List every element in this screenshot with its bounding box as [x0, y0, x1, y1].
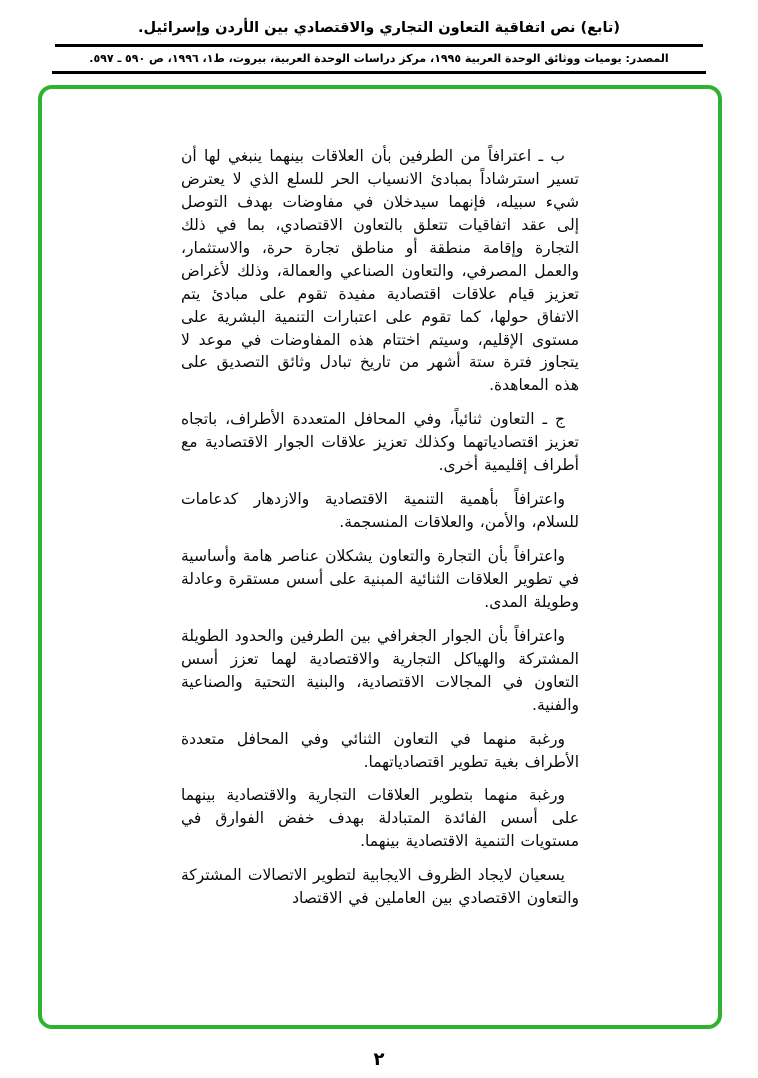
paragraph-j-cooperation: ج ـ التعاون ثنائياً، وفي المحافل المتعددة الأطراف، باتجاه تعزيز اقتصادياتهما وكذلك تعزيز علاقات الجوار الاقتصادية مع أطراف إقليمية أخرى. — [181, 410, 579, 475]
paragraph-desire-relations: ورغبة منهما بتطوير العلاقات التجارية والاقتصادية بينهما على أسس الفائدة المتبادلة بهدف خفض الفوارق في مستويات التنمية الاقتصادية بينهما. — [181, 786, 579, 851]
paragraph-seek-conditions: يسعيان لايجاد الظروف الايجابية لتطوير الاتصالات المشتركة والتعاون الاقتصادي بين العاملين في الاقتصاد — [181, 866, 579, 908]
content-border-box — [38, 85, 722, 1029]
body-text-column — [181, 145, 579, 910]
paragraph-desire-bilateral: ورغبة منهما في التعاون الثنائي وفي المحافل متعددة الأطراف بغية تطوير اقتصادياتهما. — [181, 729, 579, 771]
paragraph-recognition-development: واعترافاً بأهمية التنمية الاقتصادية والازدهار كدعامات للسلام، والأمن، والعلاقات المنسجمة. — [181, 490, 579, 532]
source-citation: المصدر: يوميات ووثائق الوحدة العربية ١٩٩٥، مركز دراسات الوحدة العربية، بيروت، ط١، ١٩٩٦، ص ٥٩٠ ـ ٥٩٧. — [89, 52, 669, 65]
paragraph-b-recognition: ب ـ اعترافاً من الطرفين بأن العلاقات بينهما ينبغي لها أن تسير استرشاداً بمبادئ الانسياب الحر للسلع الذي لا يعترض شيء سبيله، فإنهما سيدخلان في مفاوضات بهدف التوصل إلى عقد اتفاقيات تتعلق بالتعاون الاقتصادي، بما في ذلك التجارة وإقامة منطقة أو مناطق تجارة حرة، والاستثمار، والعمل المصرفي، والتعاون الصناعي والعمالة، وذلك لأغراض تعزيز قيام علاقات اقتصادية مفيدة تقوم على مبادئ يتم الاتفاق حولها، كما تقوم على اعتبارات التنمية البشرية على مستوى الإقليم، وسيتم اختتام هذه المفاوضات في موعد لا يتجاوز فترة ستة أشهر من تاريخ تبادل وثائق التصديق على هذه المعاهدة. — [181, 147, 579, 395]
divider-bottom — [52, 71, 706, 74]
page-header — [0, 0, 758, 74]
paragraph-recognition-trade: واعترافاً بأن التجارة والتعاون يشكلان عناصر هامة وأساسية في تطوير العلاقات الثنائية المبنية على أسس مستقرة وعادلة وطويلة المدى. — [181, 547, 579, 611]
divider-top — [55, 44, 703, 47]
document-title: (تابع) نص اتفاقية التعاون التجاري والاقتصادي بين الأردن وإسرائيل. — [138, 20, 620, 36]
paragraph-recognition-geography: واعترافاً بأن الجوار الجغرافي بين الطرفين والحدود الطويلة المشتركة والهياكل التجارية والاقتصادية لهما تعزز أسس التعاون في المجالات الاقتصادية، والبنية التحتية والصناعية والفنية. — [181, 626, 579, 714]
page-number: ٢ — [373, 1049, 385, 1070]
